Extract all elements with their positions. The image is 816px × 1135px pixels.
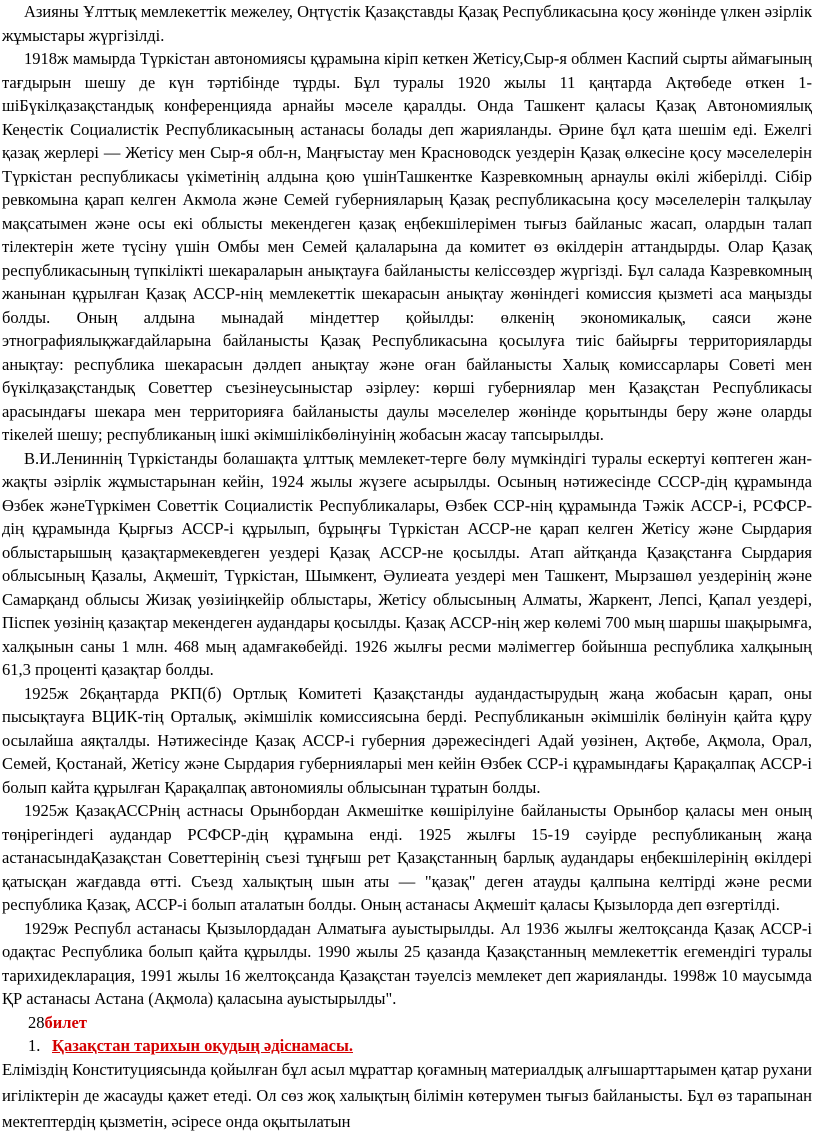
question-number: 1. xyxy=(28,1035,41,1055)
ticket-number: 28 xyxy=(28,1012,45,1032)
paragraph-intro: Азияны Ұлттық мемлекеттік межелеу, Оңтүстік Қазақставды Қазақ Республикасына қосу жөнінде үлкен әзірлік жұмыстары жүргізілді. xyxy=(2,2,812,45)
paragraph-1918: 1918ж мамырда Түркістан автономиясы құрамына кіріп кеткен Жетісу,Сыр-я облмен Каспий сырты аймағының тағдырын шешу де күн тәртібінде тұрды. Бұл туралы 1920 жылы 11 қаңтарда Ақтөбеде өткен 1-шіБүкілқазақстандық конференцияда арнайы мәселе қаралды. Онда Ташкент қаласы Қазақ Автономиялық Кеңестік Социалистік Республикасының астанасы болады деп жарияланды. Әрине бұл қата шешім еді. Ежелгі қазақ жерлері — Жетісу мен Сыр-я обл-н, Маңғыстау мен Красноводск уездерін Қазақ өлкесіне қосу мәселелерін Түркістан республикасы үкіметінің алдына қою үшінТашкентке Казревкомның арнаулы өкілі жіберілді. Сібір ревкомына қарап келген Акмола және Семей губернияларың Қазақ республикасына қосу мәселелерін талқылау мақсатымен және осы екі облысты мекендеген қазақ еңбекшілерімен тығыз байланыс жасап, олардын талап тілектерін жете түсіну үшін Омбы мен Семей қалаларына да комитет өз өкілдерін аттандырды. Олар Қазақ республикасының түпкілікті шекараларын анықтауға байланысты келіссөздер жүргізді. Бұл салада Казревкомның жанынан құрылған Қазақ АССР-нің мемлекеттік шекарасын анықтау жөніндегі комиссия қызметі аса маңызды болды. Оның алдына мынадай міндеттер қойылды: өлкенің экономикалық, саяси және этнографиялықжағдайларына байланысты Қазақ Республикасына қосылуға тиіс байырғы территорияларды анықтау: республика шекарасын дәлдеп анықтау және оған байланысты Халық комиссарлары Советі мен бүкілқазақстандық Советтер съезінеусыныстар әзірлеу: көрші губерниялар мен Қазақстан Республикасы арасындағы шекара мен территорияға байланысты даулы мәселелер жөнінде қорытынды беру және оларды тікелей шешу; республиканың ішкі әкімшілікбөлінуінің жобасын жасау тапсырылды. xyxy=(2,49,812,444)
paragraph-closing: Еліміздің Конституциясында қойылған бұл асыл мұраттар қоғамның материалдық алғышарттарымен қатар рухани игіліктерін де жасауды қажет етеді. Ол сөз жоқ халықтың білімін көтерумен тығыз байланысты. Бұл өз тарапынан мектептердің қызметін, әсіресе онда оқытылатын xyxy=(2,1059,812,1131)
paragraph-1929: 1929ж Республ астанасы Қызылордадан Алматыға ауыстырылды. Ал 1936 жылғы желтоқсанда Қазақ АССР-і одақтас Республика болып қайта құрылды. 1990 жылы 25 қазанда Қазақстанның мемлекеттік егемендігі туралы тарихидекларация, 1991 жылы 16 желтоқсанда Қазақстан тәуелсіз мемлекет деп жарияланды. 1998ж 10 маусымда ҚР астанасы Астана (Ақмола) қаласына ауыстырылды". xyxy=(2,918,812,1008)
paragraph-1925-capital: 1925ж ҚазақАССРнің астнасы Орынбордан Акмешітке көшірілуіне байланысты Орынбор қаласы мен оның төңірегіндегі аудандар РСФСР-дің құрамына енді. 1925 жылғы 15-19 сәуірде республиканың жаңа астанасындаҚазақстан Советтерінің съезі тұңғыш рет Қазақстанның барлық аудандары еңбекшілерінің өкілдері қатысқан жағдавда өтті. Съезд халықтың шын аты — "қазақ" деген атауды қалпына келтірді және ресми республика Қазақ, АССР-і болып аталатын болды. Оның астанасы Ақмешіт қаласы Қызылорда деп өзгертілді. xyxy=(2,801,812,914)
ticket-word: билет xyxy=(44,1012,87,1032)
ticket-heading xyxy=(2,1011,812,1034)
question-heading xyxy=(2,1034,812,1057)
paragraph-lenin: В.И.Лениннің Түркістанды болашақта ұлттық мемлекет-терге бөлу мүмкіндігі туралы ескертуі көптеген жан-жақты әзірлік жұмыстарынан кейін, 1924 жылы жүзеге асырылды. Осының нәтижесінде СССР-дің құрамында Өзбек жәнеТүркімен Советтік Социалистік Республикалары, Өзбек ССР-нің құрамында Тәжік АССР-і, РСФСР-дің құрамында Қырғыз АССР-і құрылып, бұрыңғы Түркістан АССР-не қарап келген Жетісу және Сырдария облыстарышың қазақтармекевдеген уездері Қазақ АССР-не қосылды. Атап айтқанда Қазақстанға Сырдария облысының Қазалы, Ақмешіт, Түркістан, Шымкент, Әулиеата уездері мен Ташкент, Мырзашөл уездерінің және Самарқанд облысы Жизақ уөзіиіңкейір облыстары, Жетісу облысының Алматы, Жаркент, Лепсі, Қапал уездері, Піспек уөзінің қазақтар мекендеген аудандары қосылды. Қазақ АССР-нің жер көлемі 700 мың шаршы шақырымға, халқынын саны 1 млн. 468 мың адамғакөбейді. 1926 жылғы ресми мәлімеггер бойынша республика халқының 61,3 проценті қазақтар болды. xyxy=(2,448,812,679)
question-title: Қазақстан тарихын оқудың әдіснамасы. xyxy=(52,1035,353,1055)
paragraph-1925-january: 1925ж 26қаңтарда РКП(б) Ортлық Комитеті Қазақстанды аудандастырудың жаңа жобасын қарап, оны пысықтауға ВЦИК-тің Орталық, әкімшілік комиссиясына берді. Республиканын әкімшілік бөлінуін қайта құру осылайша аяқталды. Нәтижесінде Қазақ АССР-і губерния дәрежесіндегі Адай уөзінен, Ақтөбе, Ақмола, Орал, Семей, Қостанай, Жетісу және Сырдария губернияларыі мен кейін Өзбек ССР-і құрамындағы Қарақалпақ АССР-і болып кайта құрылған Қарақалпақ автономиялы облысынан тұратын болды. xyxy=(2,683,812,797)
closing-section xyxy=(2,1057,812,1135)
